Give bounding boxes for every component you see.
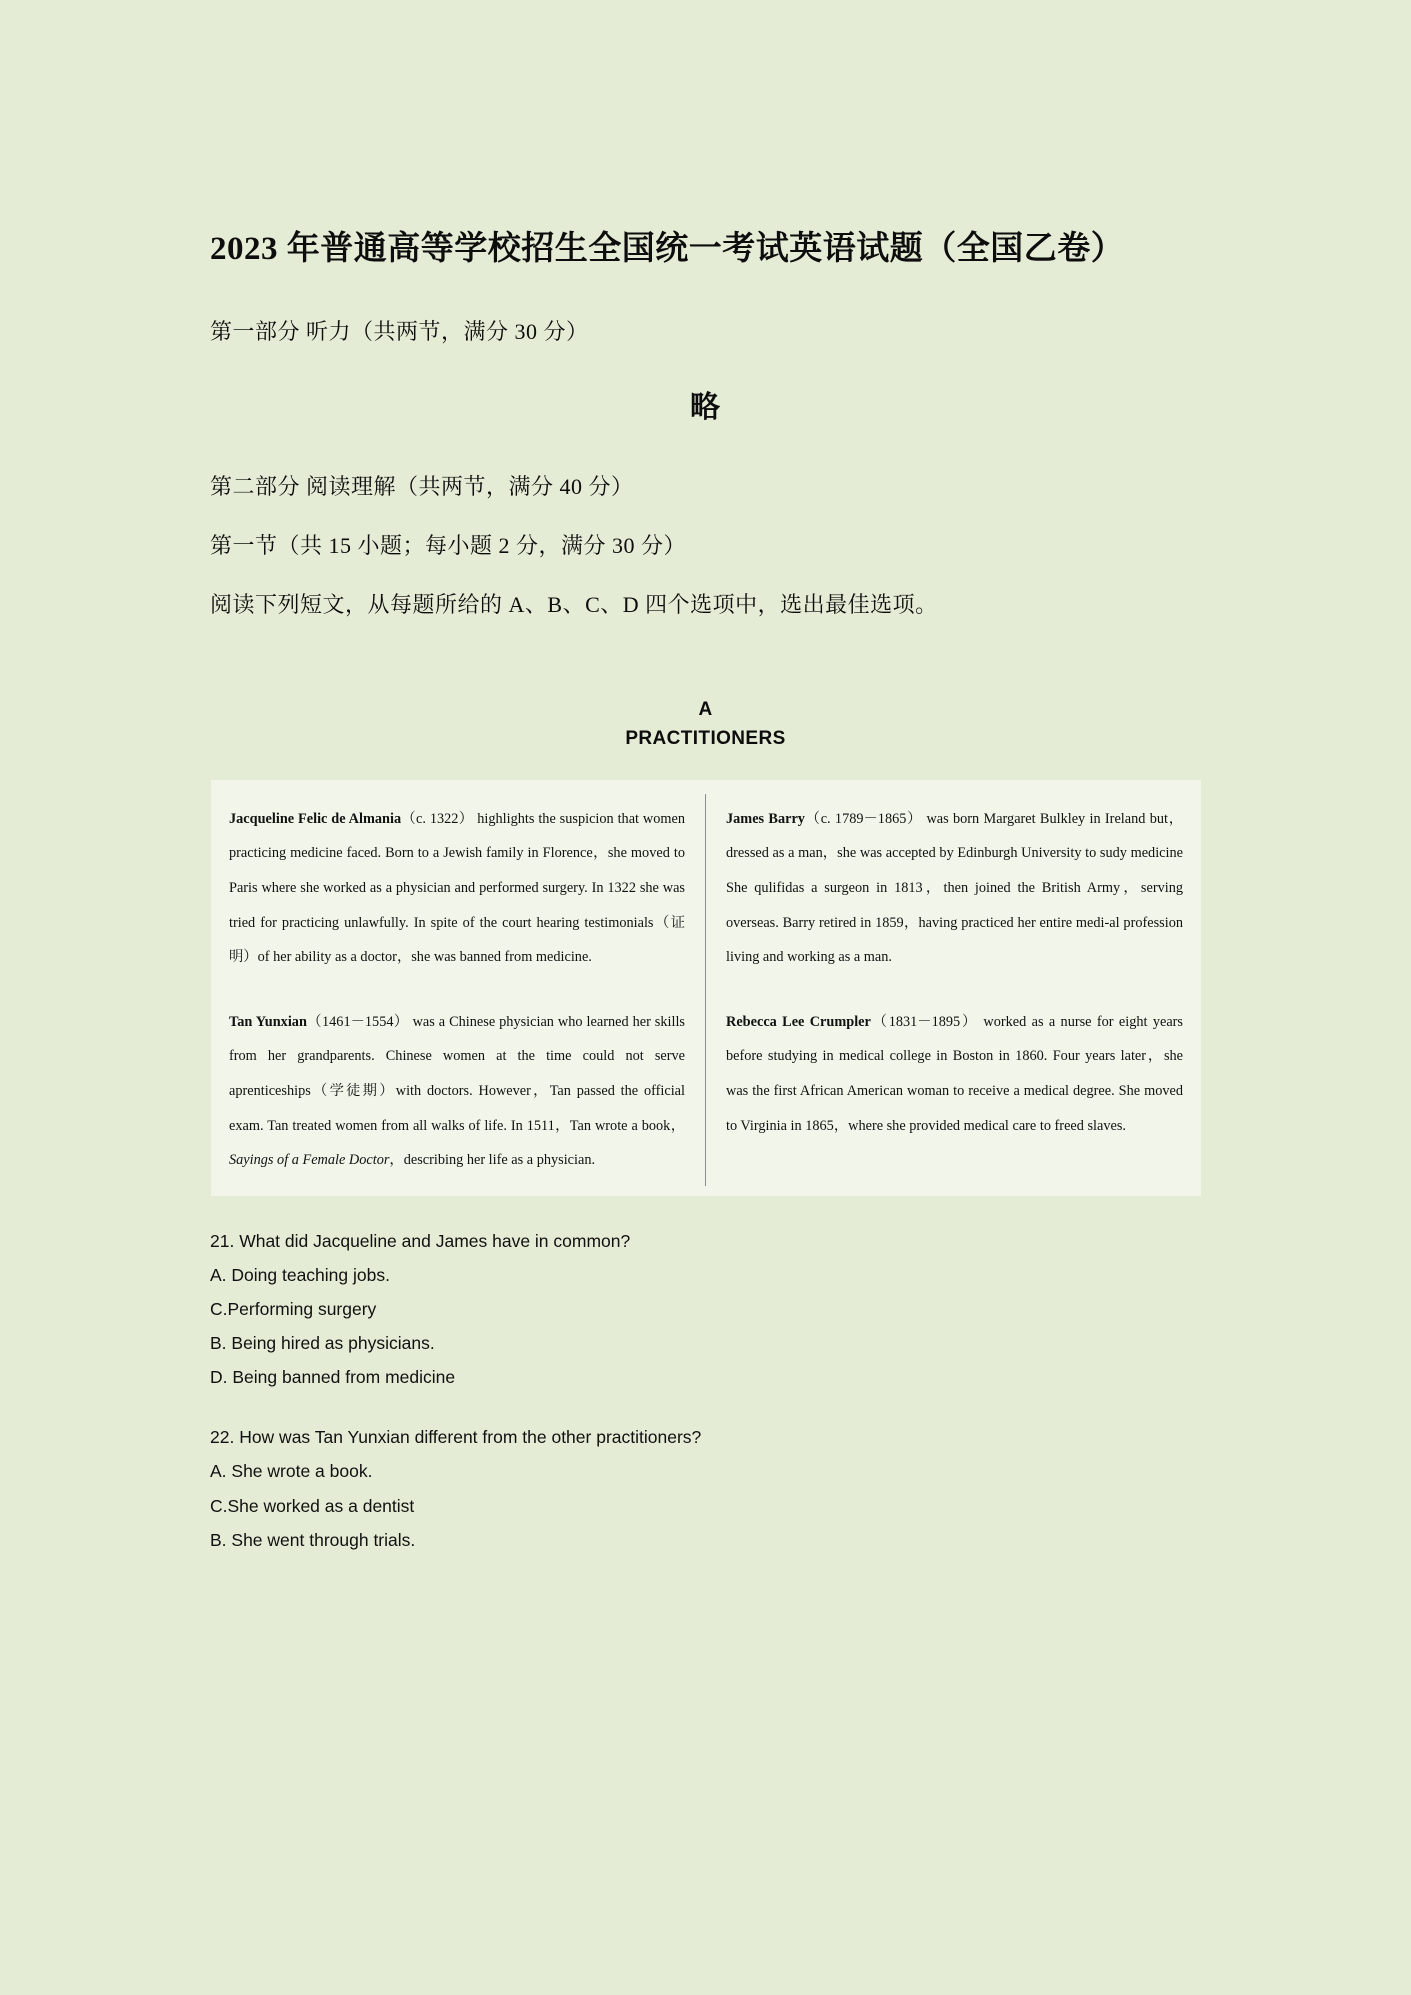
question-option[interactable]: D. Being banned from medicine xyxy=(210,1367,456,1388)
practitioner-text-after: ，describing her life as a physician. xyxy=(389,1152,596,1169)
practitioner-book-title: Sayings of a Female Doctor xyxy=(229,1152,390,1169)
part-one-heading: 第一部分 听力（共两节，满分 30 分） xyxy=(210,318,589,344)
question-option[interactable]: A. Doing teaching jobs. xyxy=(210,1264,390,1285)
practitioner-name: James Barry xyxy=(726,810,805,827)
passage-column-left xyxy=(211,794,706,1186)
practitioner-text: highlights the suspicion that women practicing medicine faced. Born to a Jewish family in Florence，she moved to Paris where she worked as a physician and performed surgery. In 1322 she was tried for practicing unlawfully. In spite of the court hearing testimonials（证明）of her ability as a doctor，she was banned from medicine. xyxy=(229,810,685,966)
question-option[interactable]: C.Performing surgery xyxy=(210,1298,377,1319)
practitioner-text: worked as a nurse for eight years before studying in medical college in Boston in 1860. Four years later，she was the first African American woman to receive a medical degree. She moved to Virginia in 1865，where she provided medical care to freed slaves. xyxy=(726,1013,1183,1134)
question-22 xyxy=(210,1420,1201,1557)
passage-box xyxy=(211,780,1201,1196)
practitioner-text: was born Margaret Bulkley in Ireland but，dressed as a man，she was accepted by Edinburgh University to sudy medicine She qulifidas a surgeon in 1813，then joined the British Army，serving overseas. Barry retired in 1859，having practiced her entire medi-al profession living and working as a man. xyxy=(726,810,1183,966)
section-one-heading: 第一节（共 15 小题；每小题 2 分，满分 30 分） xyxy=(210,532,687,558)
practitioner-name: Jacqueline Felic de Almania xyxy=(229,810,402,827)
page-title: 2023 年普通高等学校招生全国统一考试英语试题（全国乙卷） xyxy=(210,231,1125,267)
question-option[interactable]: B. She went through trials. xyxy=(210,1529,416,1550)
practitioner-dates: （1831－1895） xyxy=(870,1013,979,1030)
passage-column-right xyxy=(706,794,1201,1186)
practitioner-entry xyxy=(726,1005,1183,1143)
practitioner-name: Tan Yunxian xyxy=(229,1013,307,1030)
practitioner-entry xyxy=(229,802,685,975)
question-stem: 22. How was Tan Yunxian different from the other practitioners? xyxy=(210,1427,702,1448)
part-two-heading: 第二部分 阅读理解（共两节，满分 40 分） xyxy=(210,473,634,499)
question-option[interactable]: C.She worked as a dentist xyxy=(210,1495,415,1516)
questions-list xyxy=(210,1224,1201,1557)
passage-label xyxy=(210,695,1201,754)
practitioner-entry xyxy=(229,1005,685,1178)
reading-instruction: 阅读下列短文，从每题所给的 A、B、C、D 四个选项中，选出最佳选项。 xyxy=(210,591,938,617)
passage-letter: A xyxy=(698,698,713,720)
question-21 xyxy=(210,1224,1201,1395)
practitioner-text: was a Chinese physician who learned her skills from her grandparents. Chinese women at the time could not serve aprenticeships（学徒期）with doctors. However，Tan passed the official exam. Tan treated women from all walks of life. In 1511，Tan wrote a book， xyxy=(229,1013,685,1134)
passage-heading: PRACTITIONERS xyxy=(625,728,786,750)
practitioner-dates: （c. 1789－1865） xyxy=(804,810,923,827)
question-option[interactable]: A. She wrote a book. xyxy=(210,1461,373,1482)
practitioner-name: Rebecca Lee Crumpler xyxy=(726,1013,871,1030)
question-stem: 21. What did Jacqueline and James have in common? xyxy=(210,1230,631,1251)
practitioner-dates: （1461－1554） xyxy=(306,1013,409,1030)
practitioner-entry xyxy=(726,802,1183,975)
practitioner-dates: （c. 1322） xyxy=(401,810,474,827)
question-option[interactable]: B. Being hired as physicians. xyxy=(210,1333,435,1354)
omitted-marker: 略 xyxy=(690,390,721,424)
